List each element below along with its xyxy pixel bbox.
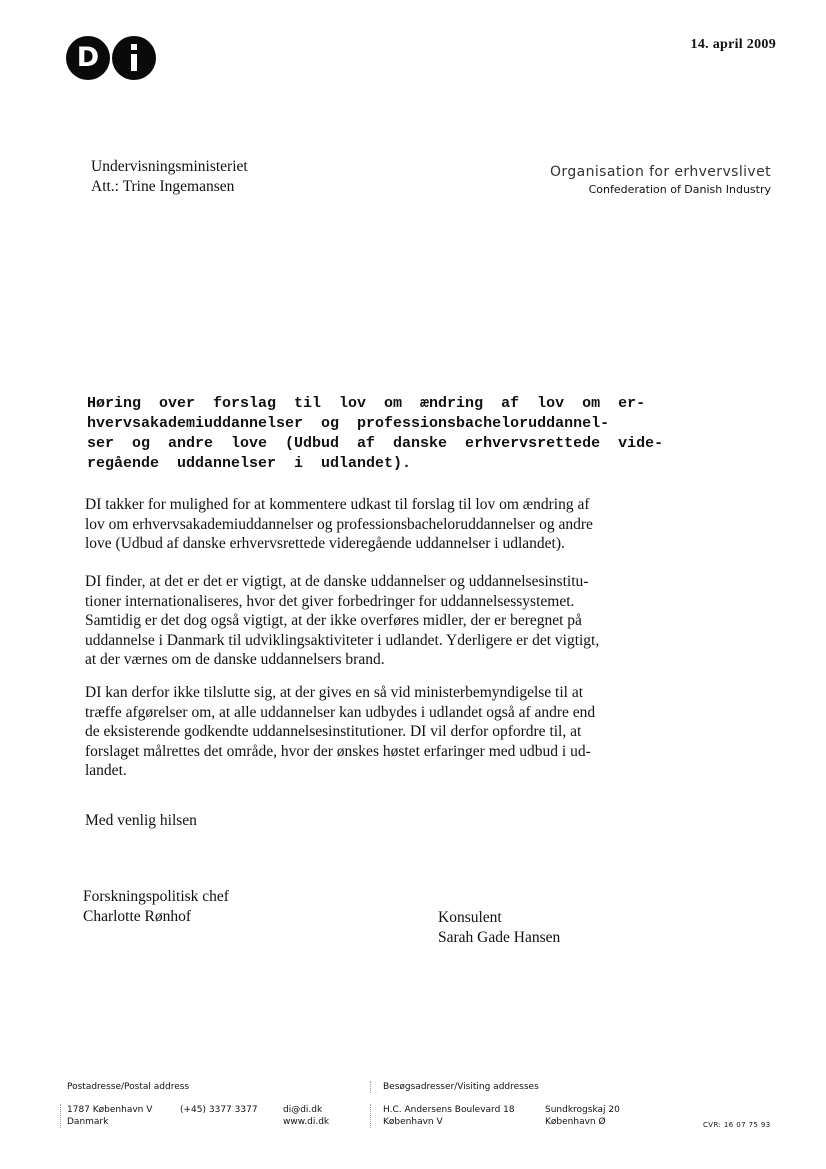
letter-subject xyxy=(87,394,707,474)
paragraph-line: forslaget målrettes det område, hvor der ønskes høstet erfaringer med udbud i ud- xyxy=(85,742,591,760)
letter-date: 14. april 2009 xyxy=(690,37,776,52)
signatory-name: Charlotte Rønhof xyxy=(83,908,192,925)
logo-d-letter: D xyxy=(76,42,100,73)
signatory-2 xyxy=(438,908,560,948)
footer-visit2-city: København Ø xyxy=(545,1117,606,1127)
org-tagline-danish: Organisation for erhvervslivet xyxy=(550,164,771,180)
subject-line: ser og andre love (Udbud af danske erhvervsrettede vide- xyxy=(87,435,664,452)
footer-postal-address xyxy=(67,1104,152,1128)
footer-email: di@di.dk xyxy=(283,1105,323,1115)
subject-line: regående uddannelser i udlandet). xyxy=(87,455,412,472)
footer-contact xyxy=(283,1104,329,1128)
organization-tagline xyxy=(550,162,771,198)
footer-website: www.di.dk xyxy=(283,1117,330,1127)
logo-i-circle xyxy=(112,36,156,80)
paragraph-1 xyxy=(85,495,745,554)
footer-postal-heading: Postadresse/Postal address xyxy=(67,1082,190,1092)
footer-postal-city: 1787 København V xyxy=(67,1105,153,1115)
signatory-title: Forskningspolitisk chef xyxy=(83,888,229,905)
recipient-block xyxy=(91,157,248,197)
paragraph-line: tioner internationaliseres, hvor det giver forbedringer for uddannelsessystemet. xyxy=(85,592,575,610)
footer-cvr-number: CVR: 16 07 75 93 xyxy=(703,1121,771,1129)
paragraph-line: uddannelse i Danmark til udviklingsaktiviteter i udlandet. Yderligere er det vigtigt, xyxy=(85,631,600,649)
footer-visiting-address-2 xyxy=(545,1104,620,1128)
paragraph-line: træffe afgørelser om, at alle uddannelser kan udbydes i udlandet også af andre end xyxy=(85,703,596,721)
paragraph-line: DI kan derfor ikke tilslutte sig, at der gives en så vid ministerbemyndigelse til at xyxy=(85,684,584,701)
di-logo xyxy=(66,36,158,80)
paragraph-line: Samtidig er det dog også vigtigt, at der ikke overføres midler, der er beregnet på xyxy=(85,612,582,630)
recipient-attention: Att.: Trine Ingemansen xyxy=(91,178,235,195)
paragraph-3 xyxy=(85,683,745,781)
footer-visit2-street: Sundkrogskaj 20 xyxy=(545,1105,620,1115)
recipient-name: Undervisningsministeriet xyxy=(91,158,248,175)
logo-i-dot xyxy=(131,44,137,50)
footer-visit1-street: H.C. Andersens Boulevard 18 xyxy=(383,1105,515,1115)
logo-i-stem xyxy=(131,54,137,71)
paragraph-2 xyxy=(85,572,745,670)
footer-divider xyxy=(370,1104,372,1128)
footer-visit1-city: København V xyxy=(383,1117,443,1127)
closing-greeting: Med venlig hilsen xyxy=(85,812,197,829)
footer-visiting-address-1 xyxy=(383,1104,515,1128)
footer-divider xyxy=(370,1081,372,1093)
paragraph-line: at der værnes om de danske uddannelsers brand. xyxy=(85,651,385,669)
subject-line: hvervsakademiuddannelser og professionsbacheloruddannel- xyxy=(87,415,610,432)
paragraph-line: de eksisterende godkendte uddannelsesinstitutioner. DI vil derfor opfordre til, at xyxy=(85,723,582,741)
subject-line: Høring over forslag til lov om ændring af lov om er- xyxy=(87,395,646,412)
logo-d-circle xyxy=(66,36,110,80)
paragraph-line: DI takker for mulighed for at kommentere udkast til forslag til lov om ændring af xyxy=(85,496,590,513)
footer-phone: (+45) 3377 3377 xyxy=(180,1105,258,1115)
signatory-name: Sarah Gade Hansen xyxy=(438,929,561,946)
paragraph-line: DI finder, at det er det er vigtigt, at de danske uddannelser og uddannelsesinstitu- xyxy=(85,573,589,590)
paragraph-line: love (Udbud af danske erhvervsrettede videregående uddannelser i udlandet). xyxy=(85,535,565,553)
paragraph-line: landet. xyxy=(85,762,127,780)
footer-visiting-heading: Besøgsadresser/Visiting addresses xyxy=(383,1082,539,1092)
signatory-title: Konsulent xyxy=(438,909,502,926)
paragraph-line: lov om erhvervsakademiuddannelser og professionsbacheloruddannelser og andre xyxy=(85,515,593,533)
footer-divider xyxy=(60,1104,62,1128)
org-tagline-english: Confederation of Danish Industry xyxy=(588,183,771,196)
signatory-1 xyxy=(83,887,229,927)
footer-postal-country: Danmark xyxy=(67,1117,109,1127)
